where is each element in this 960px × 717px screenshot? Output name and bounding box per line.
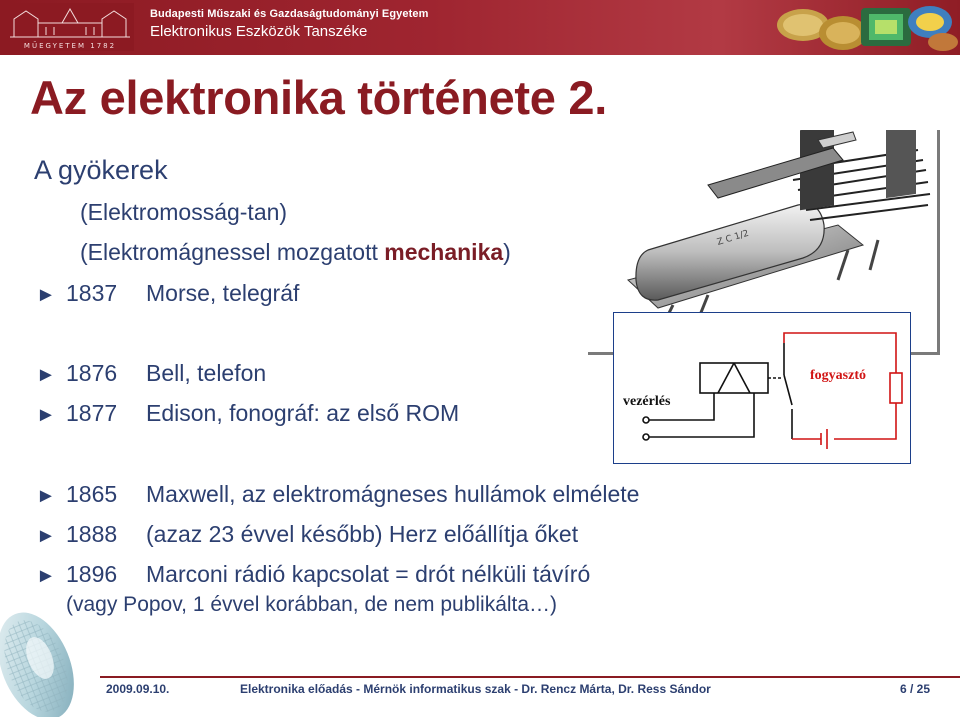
bullet-year: 1865: [66, 481, 118, 507]
bullet-arrow-icon: ►: [36, 284, 56, 306]
footnote-popov: (vagy Popov, 1 évvel korábban, de nem publikálta…): [66, 593, 558, 616]
bullet-year: 1896: [66, 561, 118, 587]
logo-text: MŰEGYETEM 1782: [23, 42, 117, 50]
bullet-item: [36, 521, 578, 548]
svg-text:Z C 1/2: Z C 1/2: [715, 228, 751, 248]
bullet-arrow-icon: ►: [36, 485, 56, 507]
bullet-item: [36, 280, 299, 307]
footer-rule: [100, 676, 960, 678]
mechanics-suffix: ): [503, 239, 511, 265]
bullet-text: Marconi rádió kapcsolat = drót nélküli távíró: [146, 561, 591, 587]
bullet-year: 1876: [66, 360, 118, 386]
indent-line-electricity: (Elektromosság-tan): [80, 199, 288, 225]
section-subtitle: A gyökerek: [34, 155, 168, 185]
bullet-item: [36, 400, 459, 427]
footer-course-info: Elektronika előadás - Mérnök informatikus szak - Dr. Rencz Márta, Dr. Ress Sándor: [240, 682, 711, 696]
page-number: 6 / 25: [900, 682, 931, 696]
mechanics-prefix: (Elektromágnessel mozgatott: [80, 239, 385, 265]
bullet-item: [36, 360, 266, 387]
load-label: fogyasztó: [810, 368, 866, 383]
department-name: Elektronikus Eszközök Tanszéke: [150, 23, 368, 40]
bullet-year: 1877: [66, 400, 118, 426]
footer-date: 2009.09.10.: [106, 682, 170, 696]
indent-line-mechanics: [80, 239, 511, 266]
mechanics-highlight: mechanika: [384, 239, 504, 265]
chip-collage-image: [765, 0, 960, 55]
bullet-item: [36, 561, 590, 588]
university-logo: [6, 3, 134, 51]
bullet-year: 1837: [66, 280, 118, 306]
bullet-arrow-icon: ►: [36, 525, 56, 547]
university-name: Budapesti Műszaki és Gazdaságtudományi Egyetem: [150, 8, 429, 20]
bullet-text: Maxwell, az elektromágneses hullámok elmélete: [146, 481, 640, 507]
bullet-text: (azaz 23 évvel később) Herz előállítja őket: [146, 521, 579, 547]
silicon-wafer-image: [0, 598, 100, 717]
bullet-item: [36, 481, 639, 508]
schematic-lines: [614, 313, 910, 463]
slide-title: Az elektronika története 2.: [30, 71, 607, 124]
header-banner: [0, 0, 960, 55]
bullet-text: Bell, telefon: [146, 360, 267, 386]
bullet-year: 1888: [66, 521, 118, 547]
control-label: vezérlés: [623, 394, 671, 409]
relay-schematic-diagram: [613, 312, 911, 464]
bullet-text: Edison, fonográf: az első ROM: [146, 400, 460, 426]
bullet-arrow-icon: ►: [36, 404, 56, 426]
bullet-text: Morse, telegráf: [146, 280, 300, 306]
bullet-arrow-icon: ►: [36, 565, 56, 587]
bullet-arrow-icon: ►: [36, 364, 56, 386]
